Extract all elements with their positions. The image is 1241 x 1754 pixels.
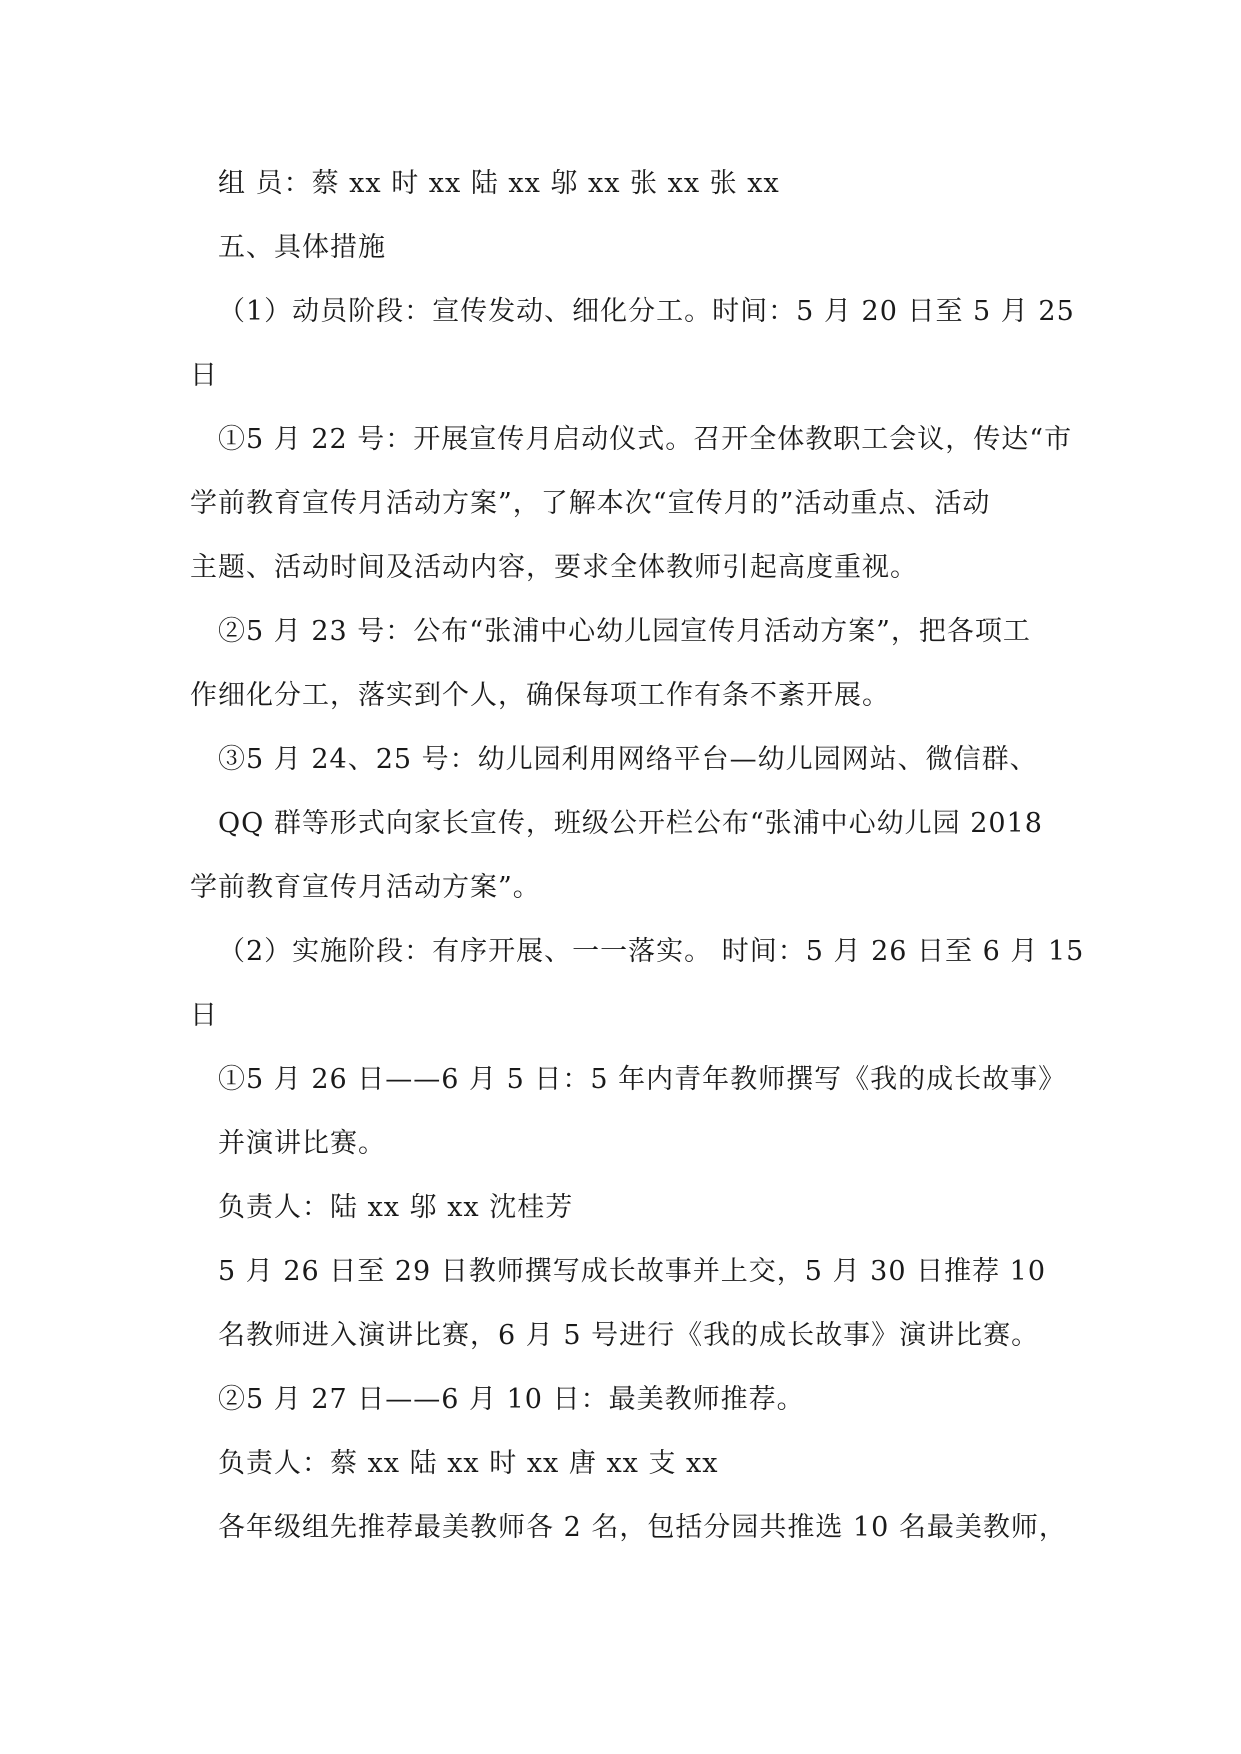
phase-2-item-1-detail-a: 5 月 26 日至 29 日教师撰写成长故事并上交，5 月 30 日推荐 10 — [218, 1256, 1047, 1287]
phase-2-item-2-owners: 负责人：蔡 xx 陆 xx 时 xx 唐 xx 支 xx — [218, 1448, 719, 1479]
phase-1-heading: （1）动员阶段：宣传发动、细化分工。时间：5 月 20 日至 5 月 25 — [218, 296, 1075, 327]
phase-1-heading-cont: 日 — [190, 360, 218, 391]
section-heading-measures: 五、具体措施 — [218, 232, 386, 263]
phase-2-item-1-detail-b: 名教师进入演讲比赛，6 月 5 号进行《我的成长故事》演讲比赛。 — [218, 1320, 1040, 1351]
phase-1-item-3-cont-a: QQ 群等形式向家长宣传，班级公开栏公布“张浦中心幼儿园 2018 — [218, 808, 1043, 839]
phase-2-item-2-detail: 各年级组先推荐最美教师各 2 名，包括分园共推选 10 名最美教师， — [218, 1512, 1067, 1543]
phase-1-item-2-cont: 作细化分工，落实到个人，确保每项工作有条不紊开展。 — [190, 680, 890, 711]
phase-1-item-3: ③5 月 24、25 号：幼儿园利用网络平台—幼儿园网站、微信群、 — [218, 744, 1038, 775]
phase-1-item-2: ②5 月 23 号：公布“张浦中心幼儿园宣传月活动方案”，把各项工 — [218, 616, 1031, 647]
phase-2-item-2: ②5 月 27 日——6 月 10 日：最美教师推荐。 — [218, 1384, 805, 1415]
phase-2-item-1-cont: 并演讲比赛。 — [218, 1128, 386, 1159]
phase-1-item-1-cont-a: 学前教育宣传月活动方案”，了解本次“宣传月的”活动重点、活动 — [190, 488, 991, 519]
phase-1-item-1: ①5 月 22 号：开展宣传月启动仪式。召开全体教职工会议，传达“市 — [218, 424, 1073, 455]
team-members-line: 组 员：蔡 xx 时 xx 陆 xx 邬 xx 张 xx 张 xx — [218, 168, 780, 199]
phase-2-heading-cont: 日 — [190, 1000, 218, 1031]
phase-1-item-1-cont-b: 主题、活动时间及活动内容，要求全体教师引起高度重视。 — [190, 552, 918, 583]
phase-2-item-1-owners: 负责人：陆 xx 邬 xx 沈桂芳 — [218, 1192, 574, 1223]
phase-2-item-1: ①5 月 26 日——6 月 5 日：5 年内青年教师撰写《我的成长故事》 — [218, 1064, 1067, 1095]
phase-2-heading: （2）实施阶段：有序开展、一一落实。 时间：5 月 26 日至 6 月 15 — [218, 936, 1085, 967]
phase-1-item-3-cont-b: 学前教育宣传月活动方案”。 — [190, 872, 541, 903]
